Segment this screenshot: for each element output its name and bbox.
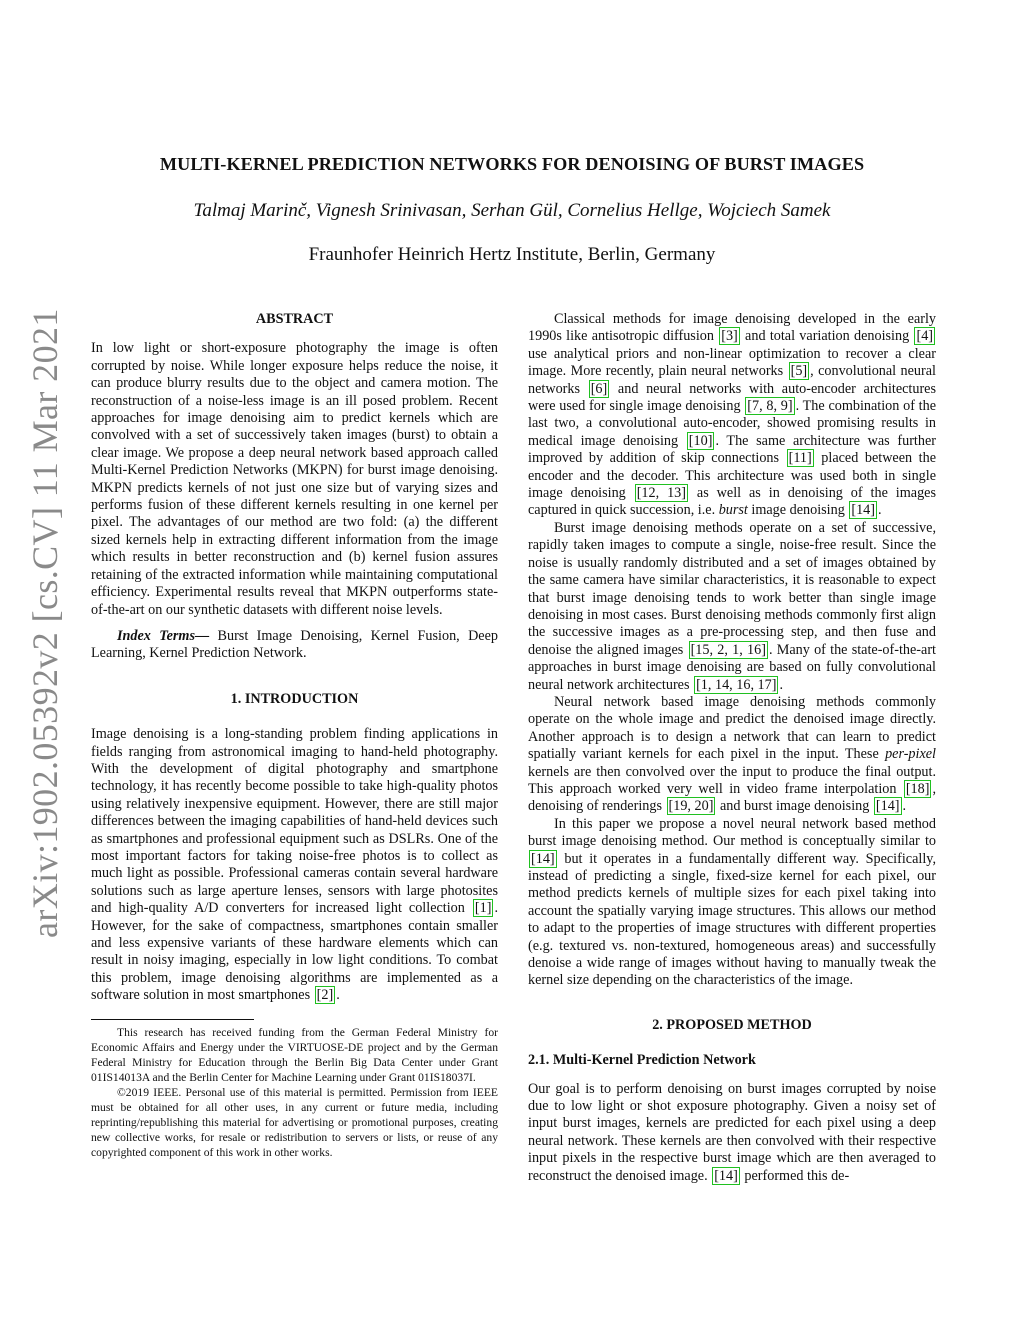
citation-link[interactable]: [14] xyxy=(714,1167,738,1184)
citation-link[interactable]: [2] xyxy=(316,987,334,1004)
funding-footnote: This research has received funding from the German Federal Ministry for Economic Affairs and Energy under the VIRTUOSE-DE project and by the German Federal Ministry for Education through the Berlin Big Data Center under Grant 01IS14013A and the Berlin Center for Machine Learning under Grant 01IS18037I. xyxy=(91,1025,498,1084)
citation-link[interactable]: [14] xyxy=(851,502,875,519)
intro-text-1: Image denoising is a long-standing problem finding applications in fields ranging from astronomical imaging to hand-held photography. With the development of digital photography and smartphone technology, it has recently become possible to take high-quality photos using relatively inexpensive equipment. However, there are still major differences between the imaging capabilities of hand-held devices such as smartphones and professional equipment such as DSLRs. One of the most important factors for taking noise-free photos is to collect as much light as possible. Professional cameras contain several hardware solutions such as large aperture lenses, sensors with large photosites and high-quality A/D converters for increased light collection xyxy=(91,726,498,917)
intro-text-3: . xyxy=(336,987,340,1004)
subsection-2-1-heading: 2.1. Multi-Kernel Prediction Network xyxy=(528,1052,756,1069)
citation-link[interactable]: [6] xyxy=(590,380,608,397)
abstract-text: In low light or short-exposure photography the image is often corrupted by noise. While longer exposure helps reduce the noise, it can produce blurry results due to the object and camera motion. The reconstruction of a noise-less image is an ill posed problem. Recent approaches for image denoising aim to predict kernels which are convolved with a set of successively taken images (burst) to obtain a clear image. We propose a deep neural network based approach called Multi-Kernel Prediction Networks (MKPN) for burst image denoising. MKPN predicts kernels of not just one size but of varying sizes and performs fusion of these different kernels resulting in one kernel per pixel. The advantages of our method are two fold: (a) the different sized kernels help in extracting different information from the image which results in better reconstruction and (b) kernel fusion assures retaining of the extracted information while maintaining computational efficiency. Experimental results reveal that MKPN outperforms state-of-the-art on our synthetic datasets with different noise levels. xyxy=(91,340,498,618)
paragraph-kernel-methods xyxy=(528,694,936,816)
citation-link[interactable]: [1, 14, 16, 17] xyxy=(696,676,777,693)
emphasis-text: burst xyxy=(718,502,748,519)
body-text: . xyxy=(779,676,783,693)
index-terms xyxy=(91,628,498,663)
citation-link[interactable]: [1] xyxy=(474,900,492,917)
emphasis-text: per-pixel xyxy=(885,746,936,763)
body-text: . Many of the state-of-the-art approaches in burst image denoising are based on fully convolutional neural network architectures xyxy=(528,641,936,693)
body-text: image denoising xyxy=(747,502,849,519)
affiliation: Fraunhofer Heinrich Hertz Institute, Berlin, Germany xyxy=(308,244,716,265)
paragraph-goal xyxy=(528,1081,936,1185)
citation-link[interactable]: [7, 8, 9] xyxy=(747,398,793,415)
citation-link[interactable]: [14] xyxy=(531,850,555,867)
paper-title: MULTI-KERNEL PREDICTION NETWORKS FOR DENOISING OF BURST IMAGES xyxy=(159,154,865,174)
body-text: Neural network based image denoising methods commonly operate on the whole image and predict the denoised image directly. Another approach is to design a network that can learn to predict spatially variant kernels for each pixel in the input. These xyxy=(528,693,936,763)
body-text: use analytical priors and non-linear optimization to recover a clear image. More recently, plain neural networks xyxy=(528,345,936,380)
left-column xyxy=(91,311,498,1160)
citation-link[interactable]: [4] xyxy=(916,328,934,345)
intro-heading: 1. INTRODUCTION xyxy=(230,690,359,707)
citation-link[interactable]: [12, 13] xyxy=(636,485,686,502)
right-column xyxy=(528,311,936,1185)
citation-link[interactable]: [18] xyxy=(905,780,930,797)
citation-link[interactable]: [3] xyxy=(721,328,738,345)
body-text: In this paper we propose a novel neural network based method burst image denoising method. Our method is conceptually similar to xyxy=(528,815,936,850)
index-terms-text: Burst Image Denoising, Kernel Fusion, Deep Learning, Kernel Prediction Network. xyxy=(91,627,498,662)
copyright-footnote: ©2019 IEEE. Personal use of this material is permitted. Permission from IEEE must be obtained for all other uses, in any current or future media, including reprinting/republishing this material for advertising or promotional purposes, creating new collective works, for resale or redistribution to servers or lists, or reuse of any copyrighted component of this work in other works. xyxy=(91,1085,498,1159)
body-text: . The same architecture was further improved by addition of skip connections xyxy=(528,432,936,467)
footnotes xyxy=(91,1025,498,1160)
citation-link[interactable]: [14] xyxy=(875,798,900,815)
citation-link[interactable]: [19, 20] xyxy=(668,798,714,815)
paragraph-classical-methods xyxy=(528,311,936,520)
section-2-heading: 2. PROPOSED METHOD xyxy=(652,1016,812,1033)
body-text: and burst image denoising xyxy=(716,798,873,815)
body-text: performed this de- xyxy=(740,1167,850,1184)
intro-paragraph xyxy=(91,726,498,1005)
citation-link[interactable]: [10] xyxy=(688,432,713,449)
citation-link[interactable]: [15, 2, 1, 16] xyxy=(690,641,766,658)
body-text: . xyxy=(877,502,882,519)
paragraph-burst-methods xyxy=(528,520,936,694)
body-text: , denoising of renderings xyxy=(528,780,936,815)
index-terms-label: Index Terms— xyxy=(117,627,210,644)
body-text: Burst image denoising methods operate on a set of successive, rapidly taken images to compute a single, noise-free result. Since the noise is usually randomly distributed and a set of images obtained by the same camera have similar characteristics, it is reasonable to expect that burst image denoising tends to work better than single image denoising in most cases. Burst denoising methods commonly first align the successive images as a pre-processing step, and then fuse and denoise the aligned images xyxy=(528,519,936,658)
body-text: . The combination of the last two, a convolutional auto-encoder, showed promising results in medical image denoising xyxy=(528,398,936,449)
body-text: kernels are then convolved over the input to produce the final output. This approach worked very well in video frame interpolation xyxy=(528,763,936,797)
body-text: but it operates in a fundamentally different way. Specifically, instead of predicting a single, fixed-size kernel for each pixel, our method predicts kernels of multiple sizes for each pixel taking into account the spatially varying image structures. This allows our method to adapt to the properties of image structures with different properties (e.g. textured vs. non-textured, homogeneous areas) and successfully denoise a wide range of images without having to manually tweak the kernel size depending on the characteristics of the image. xyxy=(528,850,936,989)
author-list: Talmaj Marinč, Vignesh Srinivasan, Serhan Gül, Cornelius Hellge, Wojciech Samek xyxy=(193,200,831,221)
citation-link[interactable]: [11] xyxy=(788,450,812,467)
body-text: , convolutional neural networks xyxy=(528,363,936,397)
arxiv-identifier: arXiv:1902.05392v2 [cs.CV] 11 Mar 2021 xyxy=(25,308,65,938)
body-text: and neural networks with auto-encoder architectures were used for single image denoising xyxy=(528,380,937,415)
body-text: and total variation denoising xyxy=(740,328,914,345)
body-text: as well as in denoising of the images captured in quick succession, i.e. xyxy=(528,485,936,519)
body-text: placed between the encoder and the decoder. This architecture was used both in single image denoising xyxy=(528,450,937,502)
body-text: Classical methods for image denoising developed in the early 1990s like antisotropic diffusion xyxy=(528,311,936,345)
citation-link[interactable]: [5] xyxy=(790,363,808,380)
abstract-heading: ABSTRACT xyxy=(255,311,334,327)
paragraph-our-method xyxy=(528,816,936,990)
body-text: Our goal is to perform denoising on burst images corrupted by noise due to low light or shot exposure photography. Given a noisy set of input burst images, kernels are predicted for each pixel using a deep neural network. These kernels are then convolved with their respective input pixels in the respective burst image which are then averaged to reconstruct the denoised image. xyxy=(528,1080,936,1184)
body-text: . xyxy=(902,798,907,815)
intro-text-2: . However, for the sake of compactness, smartphones contain smaller and less expensive variants of these hardware elements which can result in noisy imaging, especially in low light conditions. To combat this problem, image denoising algorithms are implemented as a software solution in most smartphones xyxy=(91,900,498,1004)
